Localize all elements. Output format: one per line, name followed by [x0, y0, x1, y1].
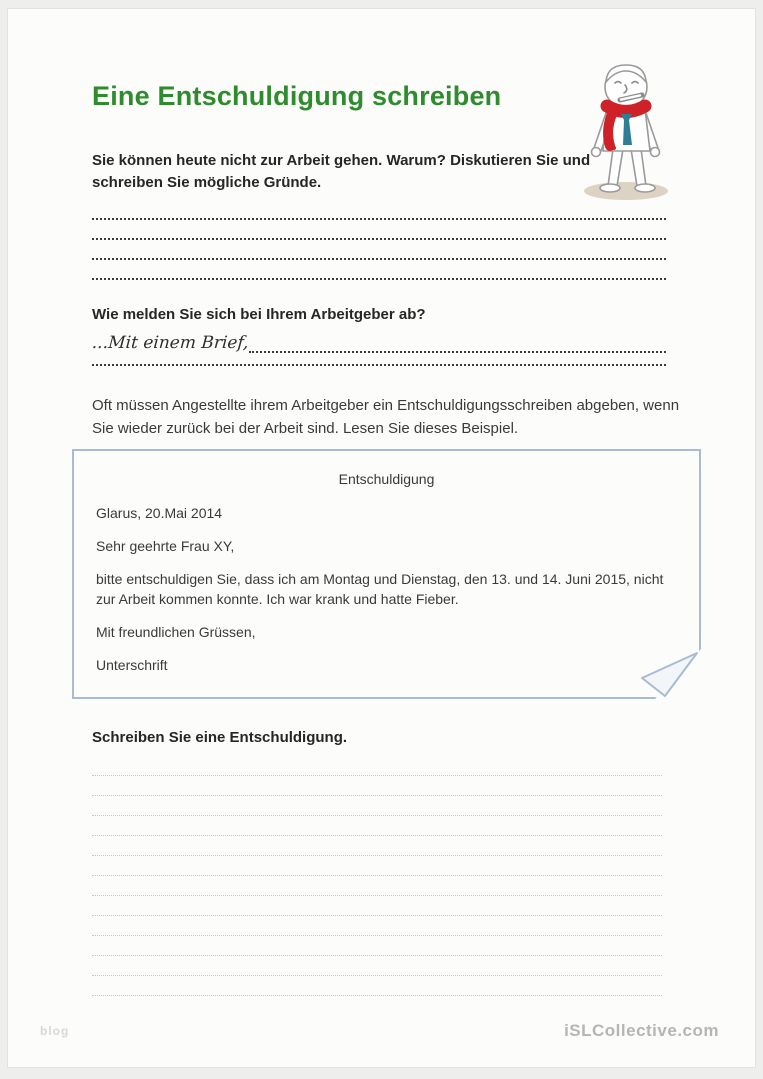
answer-line	[92, 756, 662, 776]
letter-closing: Mit freundlichen Grüssen,	[96, 624, 256, 640]
islcollective-watermark: iSLCollective.com	[564, 1021, 719, 1040]
footer-left-text: blog	[40, 1024, 70, 1038]
answer-line	[92, 876, 662, 896]
dotted-filler	[249, 329, 666, 353]
page-title: Eine Entschuldigung schreiben	[92, 81, 502, 111]
answer-line	[92, 260, 666, 280]
intro-paragraph: Oft müssen Angestellte ihrem Arbeitgeber ein Entschuldigungsschreiben abgeben, wenn Sie wieder zurück bei der Arbeit sind. Lesen Sie dieses Beispiel.	[92, 397, 680, 437]
letter-body: bitte entschuldigen Sie, dass ich am Montag und Dienstag, den 13. und 14. Juni 2015, nicht zur Arbeit kommen konnte. Ich war krank und hatte Fieber.	[96, 571, 664, 607]
handwritten-answer: ...Mit einem Brief,	[91, 333, 250, 353]
answer-line	[92, 936, 662, 956]
answer-line	[92, 200, 666, 220]
answer-line	[92, 796, 662, 816]
answer-line	[92, 240, 666, 260]
answer-line	[92, 896, 662, 916]
answer-line	[92, 956, 662, 976]
task2-question: Wie melden Sie sich bei Ihrem Arbeitgeber ab?	[92, 306, 426, 323]
letter-signature: Unterschrift	[96, 657, 168, 673]
example-letter-box	[72, 449, 701, 699]
task1-answer-lines	[92, 200, 666, 280]
answer-line	[92, 836, 662, 856]
answer-line	[92, 776, 662, 796]
letter-heading: Entschuldigung	[338, 471, 435, 487]
letter-salutation: Sehr geehrte Frau XY,	[96, 538, 235, 554]
task3-prompt: Schreiben Sie eine Entschuldigung.	[92, 729, 348, 746]
letter-date: Glarus, 20.Mai 2014	[96, 505, 223, 521]
answer-line	[92, 220, 666, 240]
task2-handwritten-answer-row	[92, 329, 666, 353]
answer-line	[92, 816, 662, 836]
answer-line	[92, 916, 662, 936]
worksheet-page	[7, 8, 756, 1068]
task1-prompt: Sie können heute nicht zur Arbeit gehen. Warum? Diskutieren Sie und schreiben Sie mögliche Gründe.	[92, 152, 591, 191]
task3-answer-lines	[92, 756, 662, 996]
answer-line	[92, 976, 662, 996]
page-curl-icon	[629, 637, 701, 699]
answer-line	[92, 354, 666, 366]
answer-line	[92, 856, 662, 876]
